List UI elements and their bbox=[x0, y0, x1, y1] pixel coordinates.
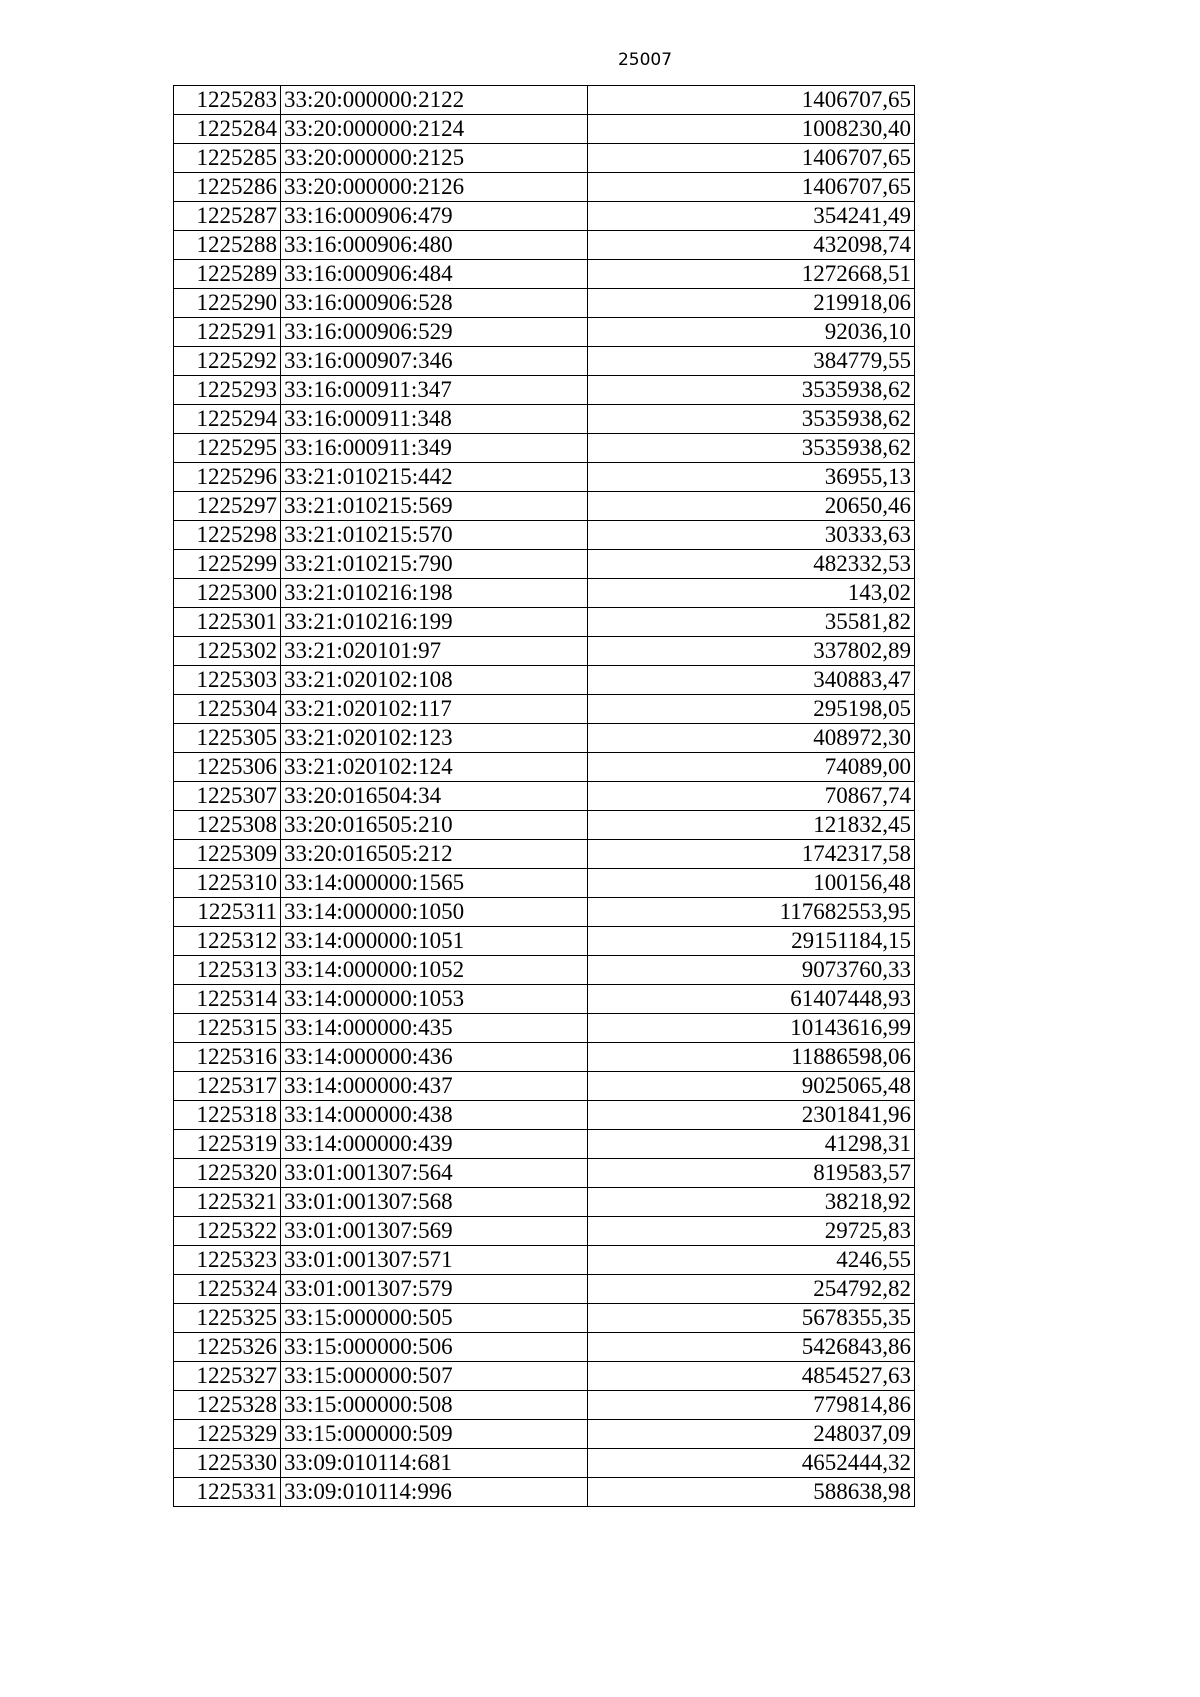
cadastral-value-cell: 61407448,93 bbox=[588, 985, 915, 1014]
cadastral-value-cell: 1406707,65 bbox=[588, 173, 915, 202]
table-row bbox=[174, 1478, 915, 1507]
cadastral-value-cell: 41298,31 bbox=[588, 1130, 915, 1159]
table-row bbox=[174, 985, 915, 1014]
cadastral-number-cell: 33:01:001307:579 bbox=[281, 1275, 588, 1304]
row-number-cell: 1225327 bbox=[174, 1362, 281, 1391]
table-row bbox=[174, 86, 915, 115]
row-number-cell: 1225310 bbox=[174, 869, 281, 898]
cadastral-value-cell: 100156,48 bbox=[588, 869, 915, 898]
table-row bbox=[174, 1072, 915, 1101]
cadastral-value-cell: 9025065,48 bbox=[588, 1072, 915, 1101]
table-row bbox=[174, 1101, 915, 1130]
cadastral-value-cell: 20650,46 bbox=[588, 492, 915, 521]
cadastral-value-cell: 295198,05 bbox=[588, 695, 915, 724]
table-row bbox=[174, 840, 915, 869]
cadastral-value-cell: 219918,06 bbox=[588, 289, 915, 318]
cadastral-value-cell: 337802,89 bbox=[588, 637, 915, 666]
cadastral-value-cell: 35581,82 bbox=[588, 608, 915, 637]
row-number-cell: 1225303 bbox=[174, 666, 281, 695]
page-number: 25007 bbox=[617, 50, 673, 70]
row-number-cell: 1225317 bbox=[174, 1072, 281, 1101]
cadastral-number-cell: 33:14:000000:1053 bbox=[281, 985, 588, 1014]
cadastral-number-cell: 33:14:000000:1565 bbox=[281, 869, 588, 898]
cadastral-value-cell: 92036,10 bbox=[588, 318, 915, 347]
row-number-cell: 1225323 bbox=[174, 1246, 281, 1275]
cadastral-value-cell: 779814,86 bbox=[588, 1391, 915, 1420]
row-number-cell: 1225321 bbox=[174, 1188, 281, 1217]
cadastral-number-cell: 33:14:000000:1052 bbox=[281, 956, 588, 985]
table-row bbox=[174, 1362, 915, 1391]
cadastral-number-cell: 33:01:001307:571 bbox=[281, 1246, 588, 1275]
table-row bbox=[174, 1130, 915, 1159]
cadastral-value-cell: 38218,92 bbox=[588, 1188, 915, 1217]
row-number-cell: 1225305 bbox=[174, 724, 281, 753]
cadastral-number-cell: 33:09:010114:681 bbox=[281, 1449, 588, 1478]
cadastral-value-cell: 3535938,62 bbox=[588, 405, 915, 434]
row-number-cell: 1225326 bbox=[174, 1333, 281, 1362]
row-number-cell: 1225316 bbox=[174, 1043, 281, 1072]
cadastral-number-cell: 33:21:010215:570 bbox=[281, 521, 588, 550]
table-row bbox=[174, 782, 915, 811]
table-row bbox=[174, 463, 915, 492]
row-number-cell: 1225309 bbox=[174, 840, 281, 869]
cadastral-value-cell: 1008230,40 bbox=[588, 115, 915, 144]
table-row bbox=[174, 492, 915, 521]
row-number-cell: 1225290 bbox=[174, 289, 281, 318]
row-number-cell: 1225320 bbox=[174, 1159, 281, 1188]
row-number-cell: 1225328 bbox=[174, 1391, 281, 1420]
cadastral-number-cell: 33:21:010215:442 bbox=[281, 463, 588, 492]
row-number-cell: 1225289 bbox=[174, 260, 281, 289]
cadastral-value-cell: 5678355,35 bbox=[588, 1304, 915, 1333]
row-number-cell: 1225296 bbox=[174, 463, 281, 492]
cadastral-value-cell: 9073760,33 bbox=[588, 956, 915, 985]
cadastral-value-cell: 30333,63 bbox=[588, 521, 915, 550]
table-row bbox=[174, 347, 915, 376]
cadastral-value-cell: 4854527,63 bbox=[588, 1362, 915, 1391]
table-body bbox=[174, 86, 915, 1507]
cadastral-number-cell: 33:15:000000:505 bbox=[281, 1304, 588, 1333]
table-row bbox=[174, 289, 915, 318]
cadastral-number-cell: 33:21:020102:108 bbox=[281, 666, 588, 695]
table-row bbox=[174, 1391, 915, 1420]
table-row bbox=[174, 1304, 915, 1333]
cadastral-value-cell: 408972,30 bbox=[588, 724, 915, 753]
cadastral-value-cell: 588638,98 bbox=[588, 1478, 915, 1507]
row-number-cell: 1225286 bbox=[174, 173, 281, 202]
row-number-cell: 1225291 bbox=[174, 318, 281, 347]
cadastral-value-cell: 74089,00 bbox=[588, 753, 915, 782]
cadastral-number-cell: 33:16:000906:480 bbox=[281, 231, 588, 260]
cadastral-value-cell: 1406707,65 bbox=[588, 86, 915, 115]
table-row bbox=[174, 144, 915, 173]
table-row bbox=[174, 202, 915, 231]
row-number-cell: 1225315 bbox=[174, 1014, 281, 1043]
table-row bbox=[174, 405, 915, 434]
row-number-cell: 1225318 bbox=[174, 1101, 281, 1130]
cadastral-value-cell: 3535938,62 bbox=[588, 376, 915, 405]
cadastral-number-cell: 33:21:010216:199 bbox=[281, 608, 588, 637]
cadastral-value-cell: 482332,53 bbox=[588, 550, 915, 579]
cadastral-value-cell: 340883,47 bbox=[588, 666, 915, 695]
cadastral-value-cell: 29151184,15 bbox=[588, 927, 915, 956]
cadastral-value-cell: 3535938,62 bbox=[588, 434, 915, 463]
row-number-cell: 1225300 bbox=[174, 579, 281, 608]
cadastral-value-cell: 121832,45 bbox=[588, 811, 915, 840]
table-row bbox=[174, 724, 915, 753]
row-number-cell: 1225325 bbox=[174, 1304, 281, 1333]
cadastral-value-cell: 11886598,06 bbox=[588, 1043, 915, 1072]
cadastral-number-cell: 33:14:000000:438 bbox=[281, 1101, 588, 1130]
row-number-cell: 1225322 bbox=[174, 1217, 281, 1246]
table-row bbox=[174, 318, 915, 347]
cadastral-value-cell: 143,02 bbox=[588, 579, 915, 608]
table-row bbox=[174, 1188, 915, 1217]
row-number-cell: 1225330 bbox=[174, 1449, 281, 1478]
cadastral-number-cell: 33:01:001307:564 bbox=[281, 1159, 588, 1188]
table-row bbox=[174, 521, 915, 550]
cadastral-number-cell: 33:16:000911:348 bbox=[281, 405, 588, 434]
cadastral-number-cell: 33:21:020102:117 bbox=[281, 695, 588, 724]
cadastral-number-cell: 33:21:020102:124 bbox=[281, 753, 588, 782]
table-row bbox=[174, 376, 915, 405]
cadastral-value-cell: 36955,13 bbox=[588, 463, 915, 492]
cadastral-number-cell: 33:20:000000:2125 bbox=[281, 144, 588, 173]
cadastral-number-cell: 33:15:000000:506 bbox=[281, 1333, 588, 1362]
table-row bbox=[174, 1420, 915, 1449]
cadastral-number-cell: 33:09:010114:996 bbox=[281, 1478, 588, 1507]
row-number-cell: 1225324 bbox=[174, 1275, 281, 1304]
table-row bbox=[174, 666, 915, 695]
table-row bbox=[174, 898, 915, 927]
cadastral-value-cell: 70867,74 bbox=[588, 782, 915, 811]
cadastral-number-cell: 33:14:000000:435 bbox=[281, 1014, 588, 1043]
table-row bbox=[174, 695, 915, 724]
row-number-cell: 1225297 bbox=[174, 492, 281, 521]
cadastral-value-table bbox=[173, 85, 915, 1507]
cadastral-number-cell: 33:16:000907:346 bbox=[281, 347, 588, 376]
table-row bbox=[174, 637, 915, 666]
cadastral-value-cell: 117682553,95 bbox=[588, 898, 915, 927]
cadastral-number-cell: 33:14:000000:439 bbox=[281, 1130, 588, 1159]
row-number-cell: 1225302 bbox=[174, 637, 281, 666]
row-number-cell: 1225298 bbox=[174, 521, 281, 550]
cadastral-value-cell: 254792,82 bbox=[588, 1275, 915, 1304]
cadastral-value-cell: 29725,83 bbox=[588, 1217, 915, 1246]
row-number-cell: 1225329 bbox=[174, 1420, 281, 1449]
row-number-cell: 1225314 bbox=[174, 985, 281, 1014]
cadastral-number-cell: 33:21:010215:790 bbox=[281, 550, 588, 579]
row-number-cell: 1225293 bbox=[174, 376, 281, 405]
cadastral-number-cell: 33:20:000000:2122 bbox=[281, 86, 588, 115]
cadastral-value-cell: 248037,09 bbox=[588, 1420, 915, 1449]
row-number-cell: 1225306 bbox=[174, 753, 281, 782]
table-row bbox=[174, 811, 915, 840]
row-number-cell: 1225284 bbox=[174, 115, 281, 144]
cadastral-number-cell: 33:20:016505:212 bbox=[281, 840, 588, 869]
cadastral-number-cell: 33:16:000906:484 bbox=[281, 260, 588, 289]
table-row bbox=[174, 1014, 915, 1043]
table-row bbox=[174, 1333, 915, 1362]
row-number-cell: 1225283 bbox=[174, 86, 281, 115]
row-number-cell: 1225319 bbox=[174, 1130, 281, 1159]
table-row bbox=[174, 608, 915, 637]
cadastral-number-cell: 33:21:010216:198 bbox=[281, 579, 588, 608]
cadastral-number-cell: 33:14:000000:436 bbox=[281, 1043, 588, 1072]
table-row bbox=[174, 579, 915, 608]
table-row bbox=[174, 550, 915, 579]
cadastral-number-cell: 33:21:020101:97 bbox=[281, 637, 588, 666]
cadastral-value-cell: 5426843,86 bbox=[588, 1333, 915, 1362]
cadastral-value-cell: 4246,55 bbox=[588, 1246, 915, 1275]
cadastral-value-cell: 1742317,58 bbox=[588, 840, 915, 869]
row-number-cell: 1225312 bbox=[174, 927, 281, 956]
row-number-cell: 1225308 bbox=[174, 811, 281, 840]
table-row bbox=[174, 1043, 915, 1072]
cadastral-value-cell: 354241,49 bbox=[588, 202, 915, 231]
cadastral-value-cell: 10143616,99 bbox=[588, 1014, 915, 1043]
table-row bbox=[174, 1449, 915, 1478]
cadastral-value-cell: 432098,74 bbox=[588, 231, 915, 260]
table-row bbox=[174, 434, 915, 463]
cadastral-number-cell: 33:01:001307:569 bbox=[281, 1217, 588, 1246]
cadastral-number-cell: 33:16:000911:347 bbox=[281, 376, 588, 405]
row-number-cell: 1225331 bbox=[174, 1478, 281, 1507]
table-row bbox=[174, 869, 915, 898]
table-row bbox=[174, 173, 915, 202]
row-number-cell: 1225304 bbox=[174, 695, 281, 724]
row-number-cell: 1225313 bbox=[174, 956, 281, 985]
cadastral-number-cell: 33:01:001307:568 bbox=[281, 1188, 588, 1217]
cadastral-value-cell: 2301841,96 bbox=[588, 1101, 915, 1130]
cadastral-number-cell: 33:15:000000:507 bbox=[281, 1362, 588, 1391]
row-number-cell: 1225288 bbox=[174, 231, 281, 260]
cadastral-number-cell: 33:16:000906:528 bbox=[281, 289, 588, 318]
cadastral-number-cell: 33:15:000000:509 bbox=[281, 1420, 588, 1449]
cadastral-number-cell: 33:14:000000:1051 bbox=[281, 927, 588, 956]
row-number-cell: 1225287 bbox=[174, 202, 281, 231]
row-number-cell: 1225307 bbox=[174, 782, 281, 811]
row-number-cell: 1225294 bbox=[174, 405, 281, 434]
cadastral-number-cell: 33:20:000000:2126 bbox=[281, 173, 588, 202]
row-number-cell: 1225285 bbox=[174, 144, 281, 173]
table-row bbox=[174, 231, 915, 260]
cadastral-number-cell: 33:21:010215:569 bbox=[281, 492, 588, 521]
cadastral-number-cell: 33:20:016504:34 bbox=[281, 782, 588, 811]
cadastral-number-cell: 33:14:000000:437 bbox=[281, 1072, 588, 1101]
cadastral-number-cell: 33:20:000000:2124 bbox=[281, 115, 588, 144]
table-row bbox=[174, 115, 915, 144]
table-row bbox=[174, 1159, 915, 1188]
row-number-cell: 1225295 bbox=[174, 434, 281, 463]
cadastral-number-cell: 33:16:000911:349 bbox=[281, 434, 588, 463]
cadastral-value-cell: 4652444,32 bbox=[588, 1449, 915, 1478]
cadastral-number-cell: 33:20:016505:210 bbox=[281, 811, 588, 840]
table-row bbox=[174, 927, 915, 956]
table-row bbox=[174, 1246, 915, 1275]
cadastral-number-cell: 33:14:000000:1050 bbox=[281, 898, 588, 927]
row-number-cell: 1225292 bbox=[174, 347, 281, 376]
table-row bbox=[174, 956, 915, 985]
cadastral-value-cell: 819583,57 bbox=[588, 1159, 915, 1188]
row-number-cell: 1225301 bbox=[174, 608, 281, 637]
cadastral-value-cell: 1272668,51 bbox=[588, 260, 915, 289]
row-number-cell: 1225311 bbox=[174, 898, 281, 927]
cadastral-value-cell: 384779,55 bbox=[588, 347, 915, 376]
cadastral-number-cell: 33:16:000906:529 bbox=[281, 318, 588, 347]
table-row bbox=[174, 260, 915, 289]
row-number-cell: 1225299 bbox=[174, 550, 281, 579]
table-row bbox=[174, 753, 915, 782]
cadastral-number-cell: 33:16:000906:479 bbox=[281, 202, 588, 231]
table-row bbox=[174, 1275, 915, 1304]
cadastral-number-cell: 33:15:000000:508 bbox=[281, 1391, 588, 1420]
cadastral-value-cell: 1406707,65 bbox=[588, 144, 915, 173]
cadastral-number-cell: 33:21:020102:123 bbox=[281, 724, 588, 753]
table-row bbox=[174, 1217, 915, 1246]
